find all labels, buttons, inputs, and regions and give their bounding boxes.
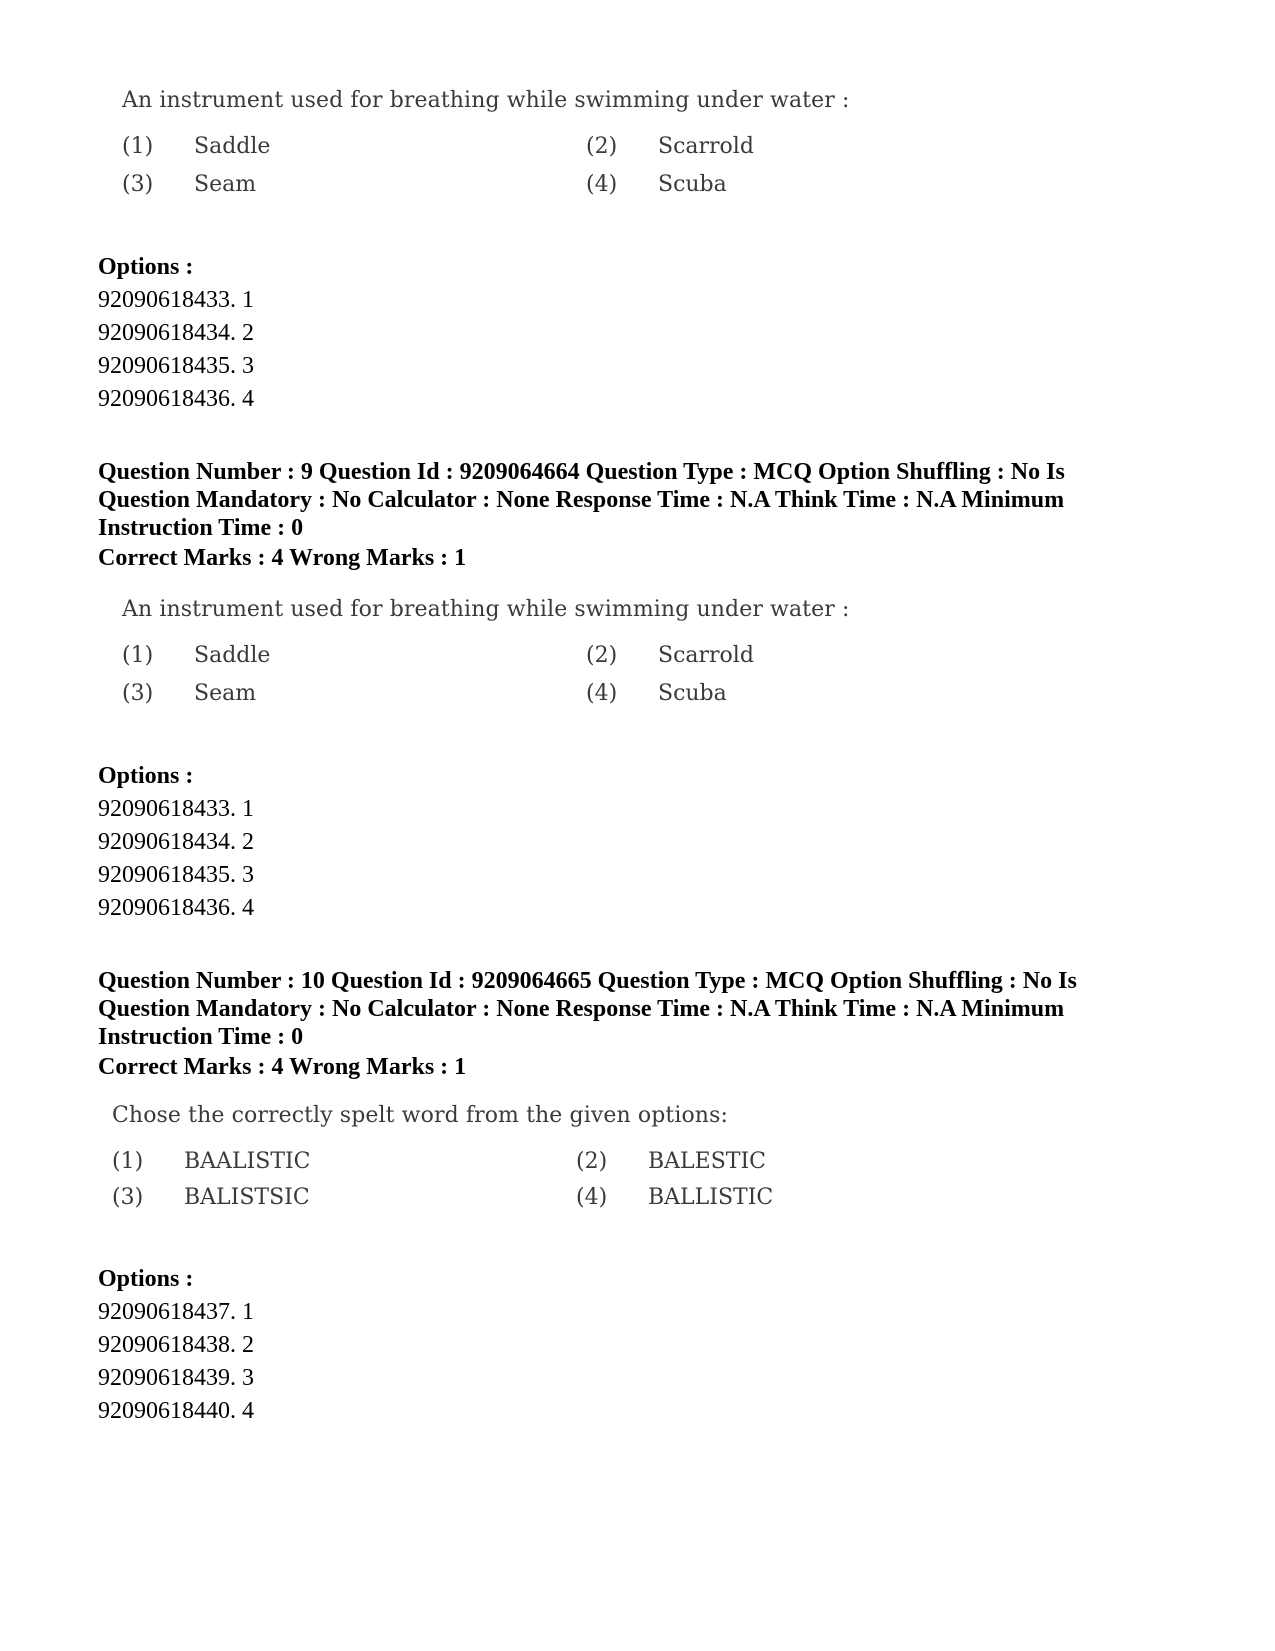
option-2 bbox=[586, 134, 754, 159]
question-image bbox=[96, 1103, 816, 1223]
question-meta-line: Question Number : 10 Question Id : 9209064665 Question Type : MCQ Option Shuffling : No Is bbox=[98, 968, 1077, 994]
option-1 bbox=[112, 1149, 311, 1174]
question-image bbox=[96, 597, 850, 717]
option-text: BALESTIC bbox=[648, 1149, 766, 1174]
option-id-line: 92090618438. 2 bbox=[98, 1332, 254, 1358]
option-text: Saddle bbox=[194, 643, 271, 668]
option-text: Saddle bbox=[194, 134, 271, 159]
option-number: (2) bbox=[586, 134, 618, 159]
option-number: (3) bbox=[122, 681, 154, 706]
option-id-line: 92090618436. 4 bbox=[98, 386, 254, 412]
option-number: (2) bbox=[586, 643, 618, 668]
question-meta-line: Instruction Time : 0 bbox=[98, 515, 304, 541]
question-meta bbox=[98, 458, 1178, 542]
option-number: (3) bbox=[112, 1185, 144, 1210]
option-id-line: 92090618439. 3 bbox=[98, 1365, 254, 1391]
option-text: Seam bbox=[194, 681, 257, 706]
option-id-line: 92090618433. 1 bbox=[98, 287, 254, 313]
option-number: (4) bbox=[586, 172, 618, 197]
option-number: (3) bbox=[122, 172, 154, 197]
option-3 bbox=[122, 681, 256, 706]
option-number: (1) bbox=[112, 1149, 144, 1174]
option-id-line: 92090618435. 3 bbox=[98, 353, 254, 379]
option-number: (4) bbox=[586, 681, 618, 706]
option-4 bbox=[586, 172, 727, 197]
marks-line: Correct Marks : 4 Wrong Marks : 1 bbox=[98, 545, 467, 571]
option-number: (1) bbox=[122, 134, 154, 159]
option-id-line: 92090618437. 1 bbox=[98, 1299, 254, 1325]
question-stem: An instrument used for breathing while swimming under water : bbox=[122, 597, 850, 622]
option-id-line: 92090618434. 2 bbox=[98, 320, 254, 346]
question-image bbox=[96, 88, 850, 208]
option-text: Scarrold bbox=[658, 643, 754, 668]
option-1 bbox=[122, 134, 270, 159]
option-text: Seam bbox=[194, 172, 257, 197]
options-heading: Options : bbox=[98, 763, 194, 789]
question-stem: Chose the correctly spelt word from the given options: bbox=[112, 1103, 728, 1128]
option-id-line: 92090618436. 4 bbox=[98, 895, 254, 921]
option-id-line: 92090618434. 2 bbox=[98, 829, 254, 855]
question-meta-line: Question Mandatory : No Calculator : None Response Time : N.A Think Time : N.A Minimum bbox=[98, 996, 1065, 1022]
question-meta-line: Question Mandatory : No Calculator : None Response Time : N.A Think Time : N.A Minimum bbox=[98, 487, 1065, 513]
question-meta-line: Question Number : 9 Question Id : 9209064664 Question Type : MCQ Option Shuffling : No Is bbox=[98, 459, 1065, 485]
options-heading: Options : bbox=[98, 254, 194, 280]
option-text: Scarrold bbox=[658, 134, 754, 159]
option-4 bbox=[586, 681, 727, 706]
option-id-line: 92090618435. 3 bbox=[98, 862, 254, 888]
option-text: Scuba bbox=[658, 172, 727, 197]
option-text: Scuba bbox=[658, 681, 727, 706]
options-heading: Options : bbox=[98, 1266, 194, 1292]
option-number: (1) bbox=[122, 643, 154, 668]
option-4 bbox=[576, 1185, 773, 1210]
question-meta-line: Instruction Time : 0 bbox=[98, 1024, 304, 1050]
marks-line: Correct Marks : 4 Wrong Marks : 1 bbox=[98, 1054, 467, 1080]
option-2 bbox=[576, 1149, 766, 1174]
option-number: (4) bbox=[576, 1185, 608, 1210]
question-stem: An instrument used for breathing while swimming under water : bbox=[122, 88, 850, 113]
option-3 bbox=[112, 1185, 310, 1210]
option-text: BALISTSIC bbox=[184, 1185, 310, 1210]
option-text: BALLISTIC bbox=[648, 1185, 774, 1210]
option-2 bbox=[586, 643, 754, 668]
option-text: BAALISTIC bbox=[184, 1149, 311, 1174]
option-id-line: 92090618440. 4 bbox=[98, 1398, 254, 1424]
option-number: (2) bbox=[576, 1149, 608, 1174]
option-1 bbox=[122, 643, 270, 668]
question-meta bbox=[98, 967, 1178, 1051]
option-3 bbox=[122, 172, 256, 197]
option-id-line: 92090618433. 1 bbox=[98, 796, 254, 822]
